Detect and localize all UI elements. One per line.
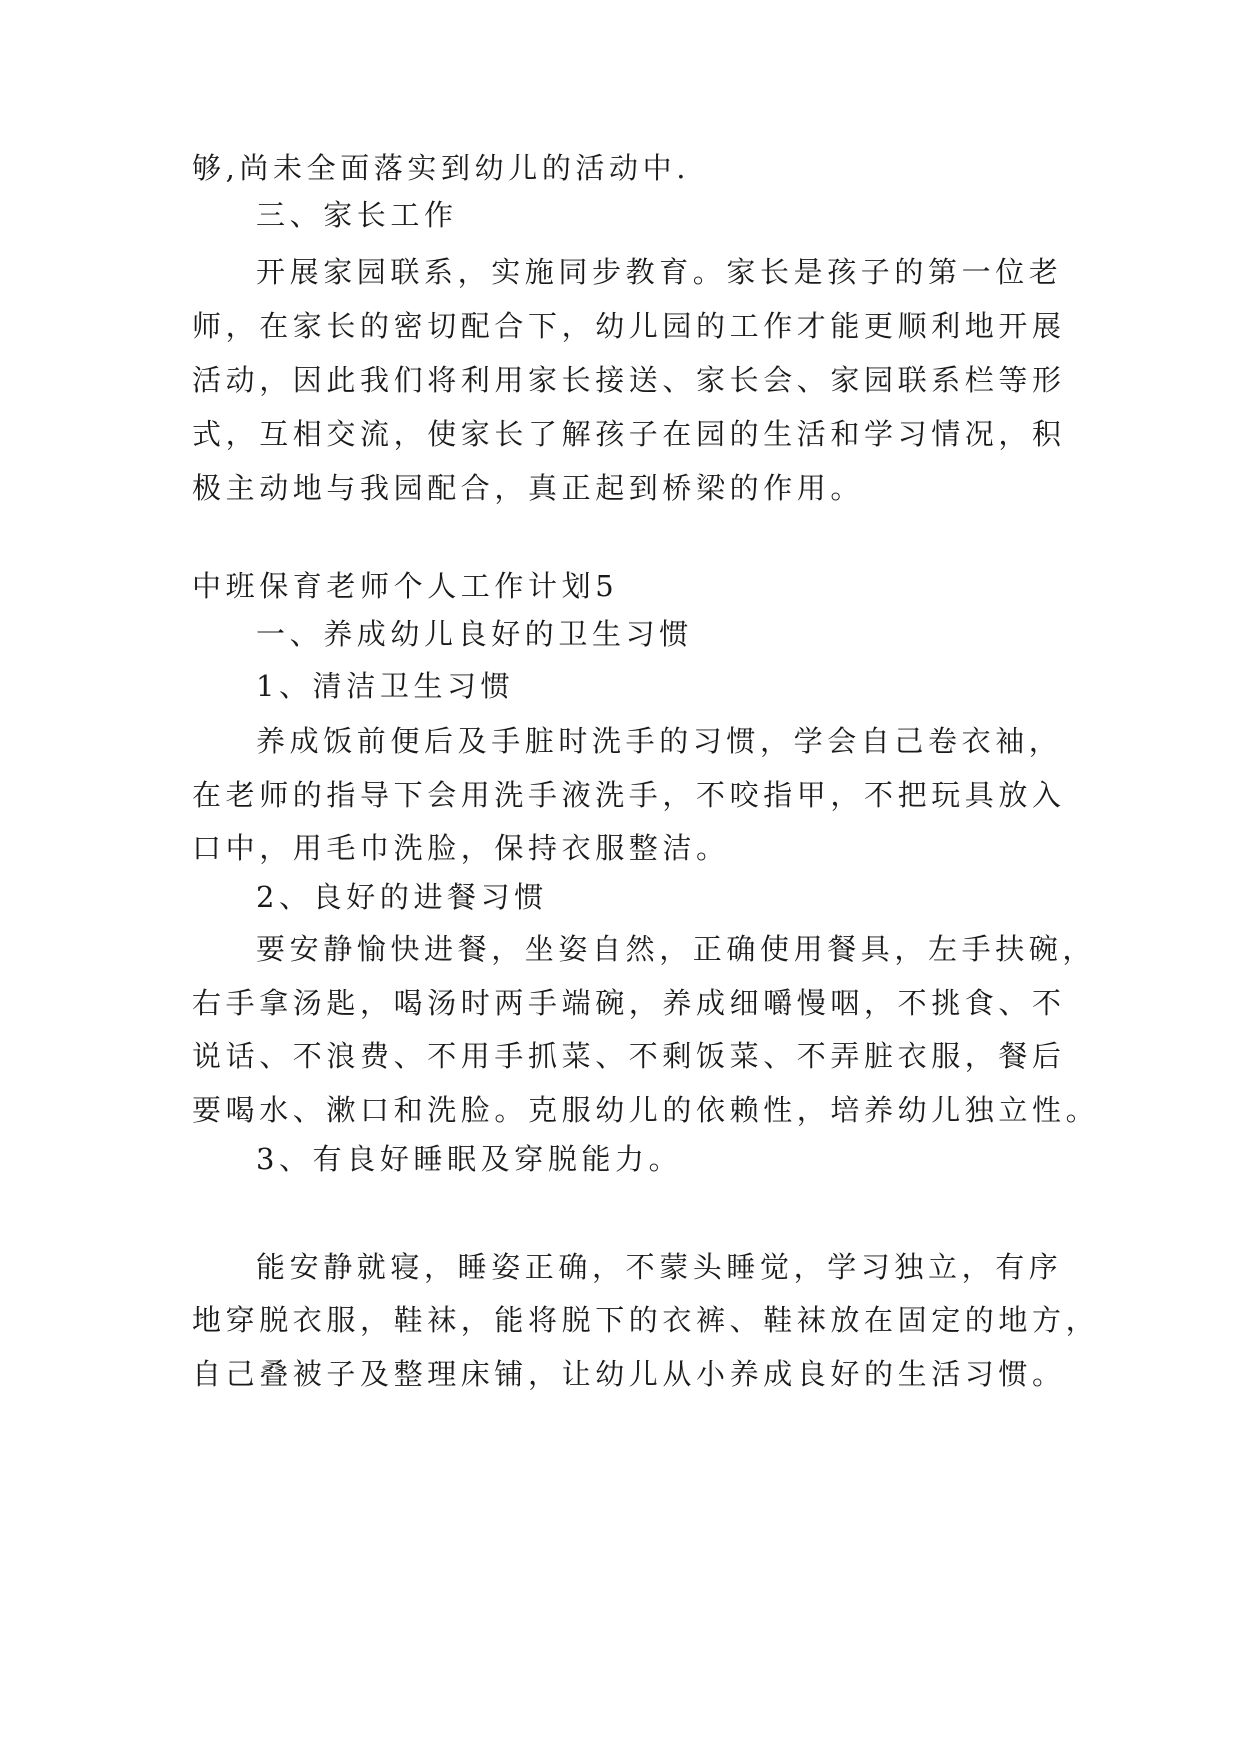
paragraph-line: 能安静就寝，睡姿正确，不蒙头睡觉，学习独立，有序 bbox=[256, 1250, 1063, 1284]
paragraph-line: 口中，用毛巾洗脸，保持衣服整洁。 bbox=[192, 831, 730, 865]
subsection-heading: 2、良好的进餐习惯 bbox=[256, 880, 548, 914]
paragraph-line: 说话、不浪费、不用手抓菜、不剩饭菜、不弄脏衣服，餐后 bbox=[192, 1039, 1066, 1073]
document-title: 中班保育老师个人工作计划5 bbox=[192, 569, 619, 603]
paragraph-line: 要喝水、漱口和洗脸。克服幼儿的依赖性，培养幼儿独立性。 bbox=[192, 1093, 1100, 1127]
paragraph-line: 活动，因此我们将利用家长接送、家长会、家园联系栏等形 bbox=[192, 363, 1066, 397]
section-heading: 一、养成幼儿良好的卫生习惯 bbox=[256, 617, 693, 651]
paragraph-line: 地穿脱衣服，鞋袜，能将脱下的衣裤、鞋袜放在固定的地方， bbox=[192, 1303, 1100, 1337]
paragraph-line: 要安静愉快进餐，坐姿自然，正确使用餐具，左手扶碗， bbox=[256, 932, 1097, 966]
paragraph-line: 在老师的指导下会用洗手液洗手，不咬指甲，不把玩具放入 bbox=[192, 778, 1066, 812]
paragraph-line: 式，互相交流，使家长了解孩子在园的生活和学习情况，积 bbox=[192, 417, 1066, 451]
subsection-heading: 3、有良好睡眠及穿脱能力。 bbox=[256, 1142, 683, 1176]
paragraph-line: 够,尚未全面落实到幼儿的活动中. bbox=[192, 151, 691, 185]
subsection-heading: 1、清洁卫生习惯 bbox=[256, 669, 515, 703]
paragraph-line: 开展家园联系，实施同步教育。家长是孩子的第一位老 bbox=[256, 255, 1063, 289]
paragraph-line: 右手拿汤匙，喝汤时两手端碗，养成细嚼慢咽，不挑食、不 bbox=[192, 986, 1066, 1020]
section-heading: 三、家长工作 bbox=[256, 198, 458, 232]
paragraph-line: 师，在家长的密切配合下，幼儿园的工作才能更顺利地开展 bbox=[192, 309, 1066, 343]
paragraph-line: 极主动地与我园配合，真正起到桥梁的作用。 bbox=[192, 471, 865, 505]
paragraph-line: 自己叠被子及整理床铺，让幼儿从小养成良好的生活习惯。 bbox=[192, 1357, 1066, 1391]
paragraph-line: 养成饭前便后及手脏时洗手的习惯，学会自己卷衣袖， bbox=[256, 724, 1063, 758]
